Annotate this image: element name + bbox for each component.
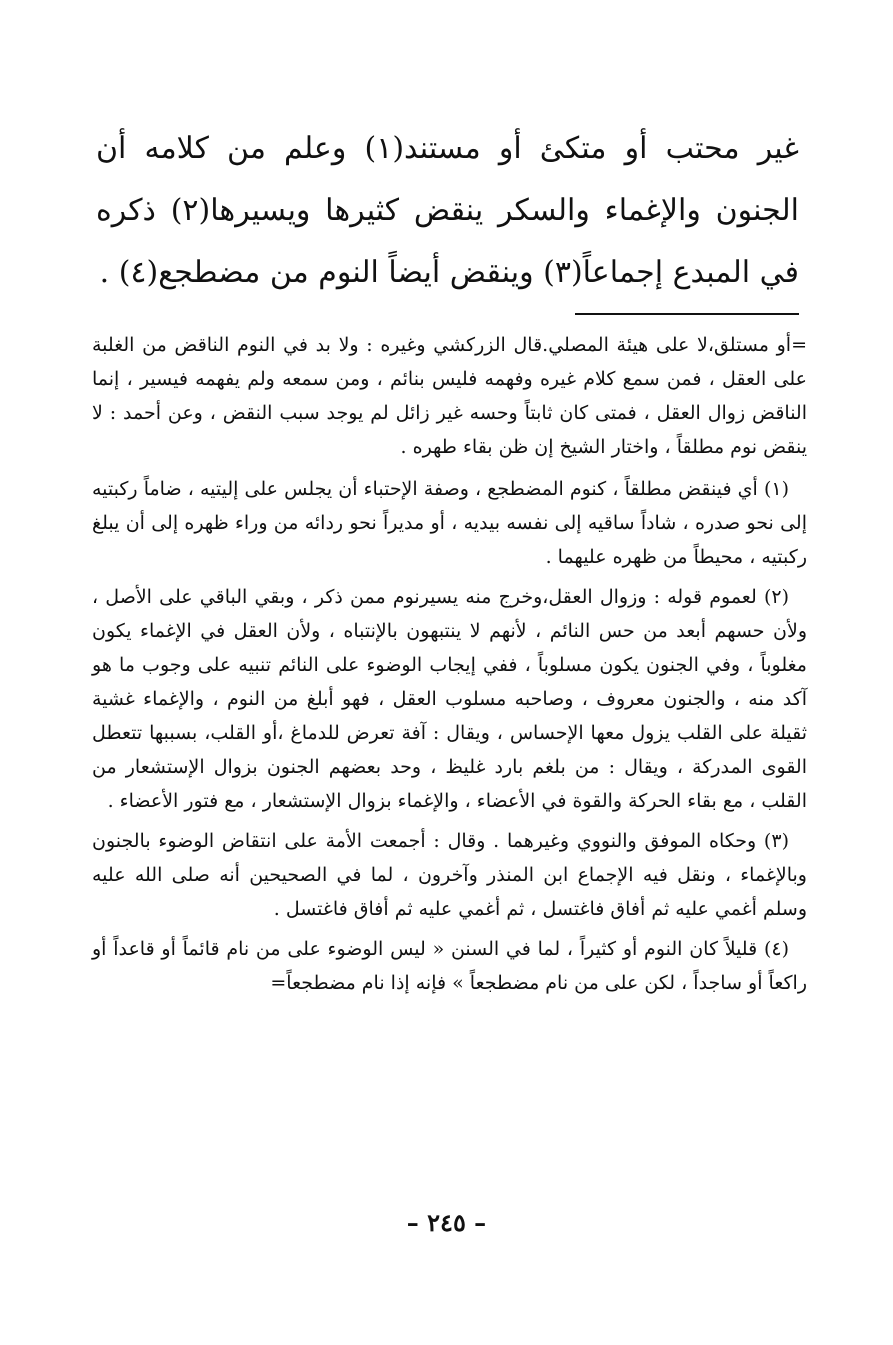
- main-paragraph: غير محتب أو متكئ أو مستند(١) وعلم من كلامه أن الجنون والإغماء والسكر ينقض كثيرها ويسيرها(٢) ذكره في المبدع إجماعاً(٣) وينقض أيضاً النوم من مضطجع(٤) .: [96, 131, 800, 290]
- footnote-4: (٤) قليلاً كان النوم أو كثيراً ، لما في السنن « ليس الوضوء على من نام قائماً أو قاعداً أو راكعاً أو ساجداً ، لكن على من نام مضطجعاً » فإنه إذا نام مضطجعاً=: [92, 938, 807, 994]
- footnote-continuation: =أو مستلق،لا على هيئة المصلي.قال الزركشي وغيره : ولا بد في النوم الناقض من الغلبة على العقل ، فمن سمع كلام غيره وفهمه فليس بنائم ، ومن سمعه ولم يفهمه فيسير ، إنما الناقض زوال العقل ، فمتى كان ثابتاً وحسه غير زائل لم يوجد سبب النقض ، وعن أحمد : لا ينقض نوم مطلقاً ، واختار الشيخ إن ظن بقاء طهره .: [92, 334, 807, 458]
- footnote-1: (١) أي فينقض مطلقاً ، كنوم المضطجع ، وصفة الإحتباء أن يجلس على إليتيه ، ضاماً ركبتيه إلى نحو صدره ، شاداً ساقيه إلى نفسه بيديه ، أو مديراً نحو ردائه من وراء ظهره إلى أن يبلغ ركبتيه ، محيطاً من ظهره عليهما .: [92, 478, 807, 568]
- page-number: – ٢٤٥ –: [406, 1208, 487, 1237]
- footnotes: [92, 328, 807, 1006]
- footnote-3: (٣) وحكاه الموفق والنووي وغيرهما . وقال : أجمعت الأمة على انتقاض الوضوء بالجنون وبالإغماء ، ونقل فيه الإجماع ابن المنذر وآخرون ، لما في الصحيحين أنه صلى الله عليه وسلم أغمي عليه ثم أفاق فاغتسل ، ثم أغمي عليه ثم أفاق فاغتسل .: [92, 830, 807, 920]
- main-text: [96, 118, 799, 304]
- footnote-2: (٢) لعموم قوله : وزوال العقل،وخرج منه يسيرنوم ممن ذكر ، وبقي الباقي على الأصل ، ولأن حسهم أبعد من حس النائم ، لأنهم لا ينتبهون بالإنتباه ، ولأن العقل في الإغماء يكون مغلوباً ، وفي الجنون يكون مسلوباً ، ففي إيجاب الوضوء على النائم تنبيه على وجوب ما هو آكد منه ، والجنون معروف ، وصاحبه مسلوب العقل ، فهو أبلغ من النوم ، والإغماء غشية ثقيلة على القلب يزول معها الإحساس ، ويقال : آفة تعرض للدماغ ،أو القلب، بسببها تتعطل القوى المدركة ، ويقال : من بلغم بارد غليظ ، وحد بعضهم الجنون بزوال الإستشعار من القلب ، مع بقاء الحركة والقوة في الأعضاء ، والإغماء بزوال الإستشعار ، مع فتور الأعضاء .: [92, 586, 807, 812]
- footnote-separator: [575, 313, 799, 315]
